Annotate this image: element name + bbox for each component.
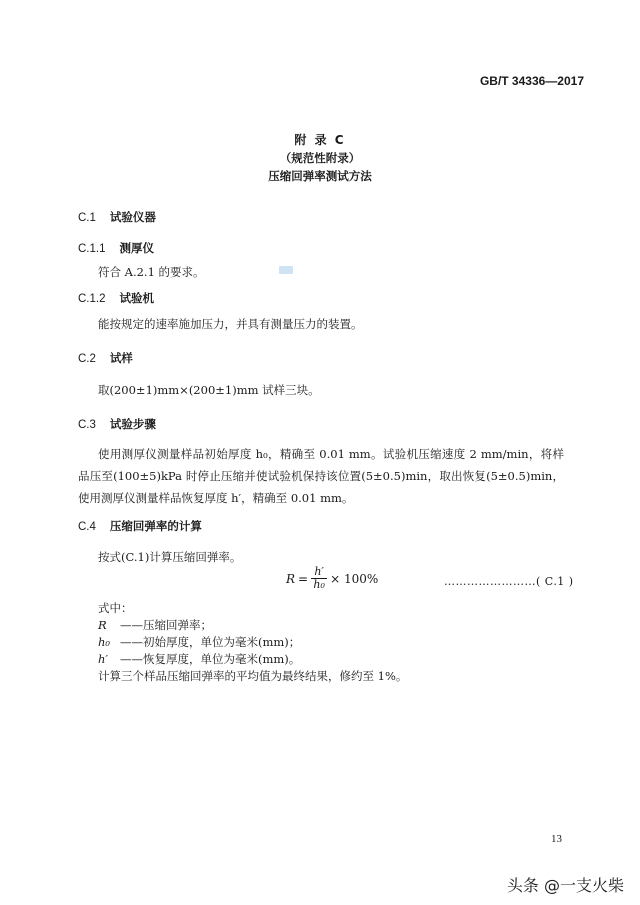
section-title: 测厚仪 [119, 241, 154, 255]
annex-subtitle: （规范性附录） [279, 151, 361, 165]
definition-item [98, 651, 300, 667]
section-title: 试验仪器 [109, 210, 156, 224]
section-number: C.2 [78, 353, 96, 365]
section-title: 试验步骤 [109, 417, 156, 431]
section-number: C.1.2 [78, 293, 106, 305]
conclusion-text: 计算三个样品压缩回弹率的平均值为最终结果，修约至 1%。 [98, 669, 408, 683]
definition-symbol: h₀ [98, 635, 111, 649]
section-c12-text: 能按规定的速率施加压力，并具有测量压力的装置。 [98, 317, 363, 331]
section-c1-heading [78, 209, 156, 225]
section-c2-text: 取(200±1)mm×(200±1)mm 试样三块。 [98, 383, 320, 397]
section-c3-text: 使用测厚仪测量样品初始厚度 h₀，精确至 0.01 mm。试验机压缩速度 2 mm/min，将样品压至(100±5)kPa 时停止压缩并使试验机保持该位置(5±0.5)min，取出恢复(5±0.5)min，使用测厚仪测量样品恢复厚度 h′，精确至 0.01 mm。 [78, 447, 564, 505]
section-title: 试验机 [119, 291, 154, 305]
formula-numerator: h′ [314, 565, 324, 578]
definition-item [98, 617, 212, 633]
equation-number: ……………………( C.1 ) [444, 575, 574, 588]
section-number: C.3 [78, 419, 96, 431]
formula-rhs: × 100% [330, 571, 379, 586]
page-number: 13 [551, 833, 562, 845]
section-c12-heading [78, 290, 154, 306]
standard-code: GB/T 34336—2017 [479, 74, 584, 88]
section-c3-heading [78, 416, 156, 432]
watermark: 头条 @一支火柴 [506, 876, 624, 895]
annex-title: 附 录 C [294, 133, 346, 147]
formula-denominator: h₀ [313, 578, 325, 591]
section-title: 压缩回弹率的计算 [109, 519, 202, 533]
definition-symbol: R [98, 618, 107, 632]
annex-main-title: 压缩回弹率测试方法 [268, 169, 372, 183]
definition-symbol: h′ [98, 652, 109, 666]
section-c11-text: 符合 A.2.1 的要求。 [98, 265, 205, 279]
stamp-mark [279, 266, 293, 274]
section-c2-heading [78, 350, 133, 366]
definition-text: ——压缩回弹率； [120, 618, 212, 632]
formula-c1 [286, 566, 378, 591]
formula-lhs: R [286, 571, 296, 586]
section-number: C.1 [78, 212, 96, 224]
section-number: C.1.1 [78, 243, 106, 255]
section-title: 试样 [109, 351, 133, 365]
definition-text: ——初始厚度，单位为毫米(mm)； [120, 635, 301, 649]
section-c4-heading [78, 518, 202, 534]
formula-fraction [311, 566, 327, 591]
definition-text: ——恢复厚度，单位为毫米(mm)。 [120, 652, 301, 666]
section-c11-heading [78, 240, 154, 256]
section-number: C.4 [78, 521, 96, 533]
formula-equals: = [298, 571, 309, 586]
definition-item [98, 634, 300, 650]
formula-intro: 按式(C.1)计算压缩回弹率。 [98, 550, 242, 564]
where-label: 式中： [98, 601, 133, 615]
